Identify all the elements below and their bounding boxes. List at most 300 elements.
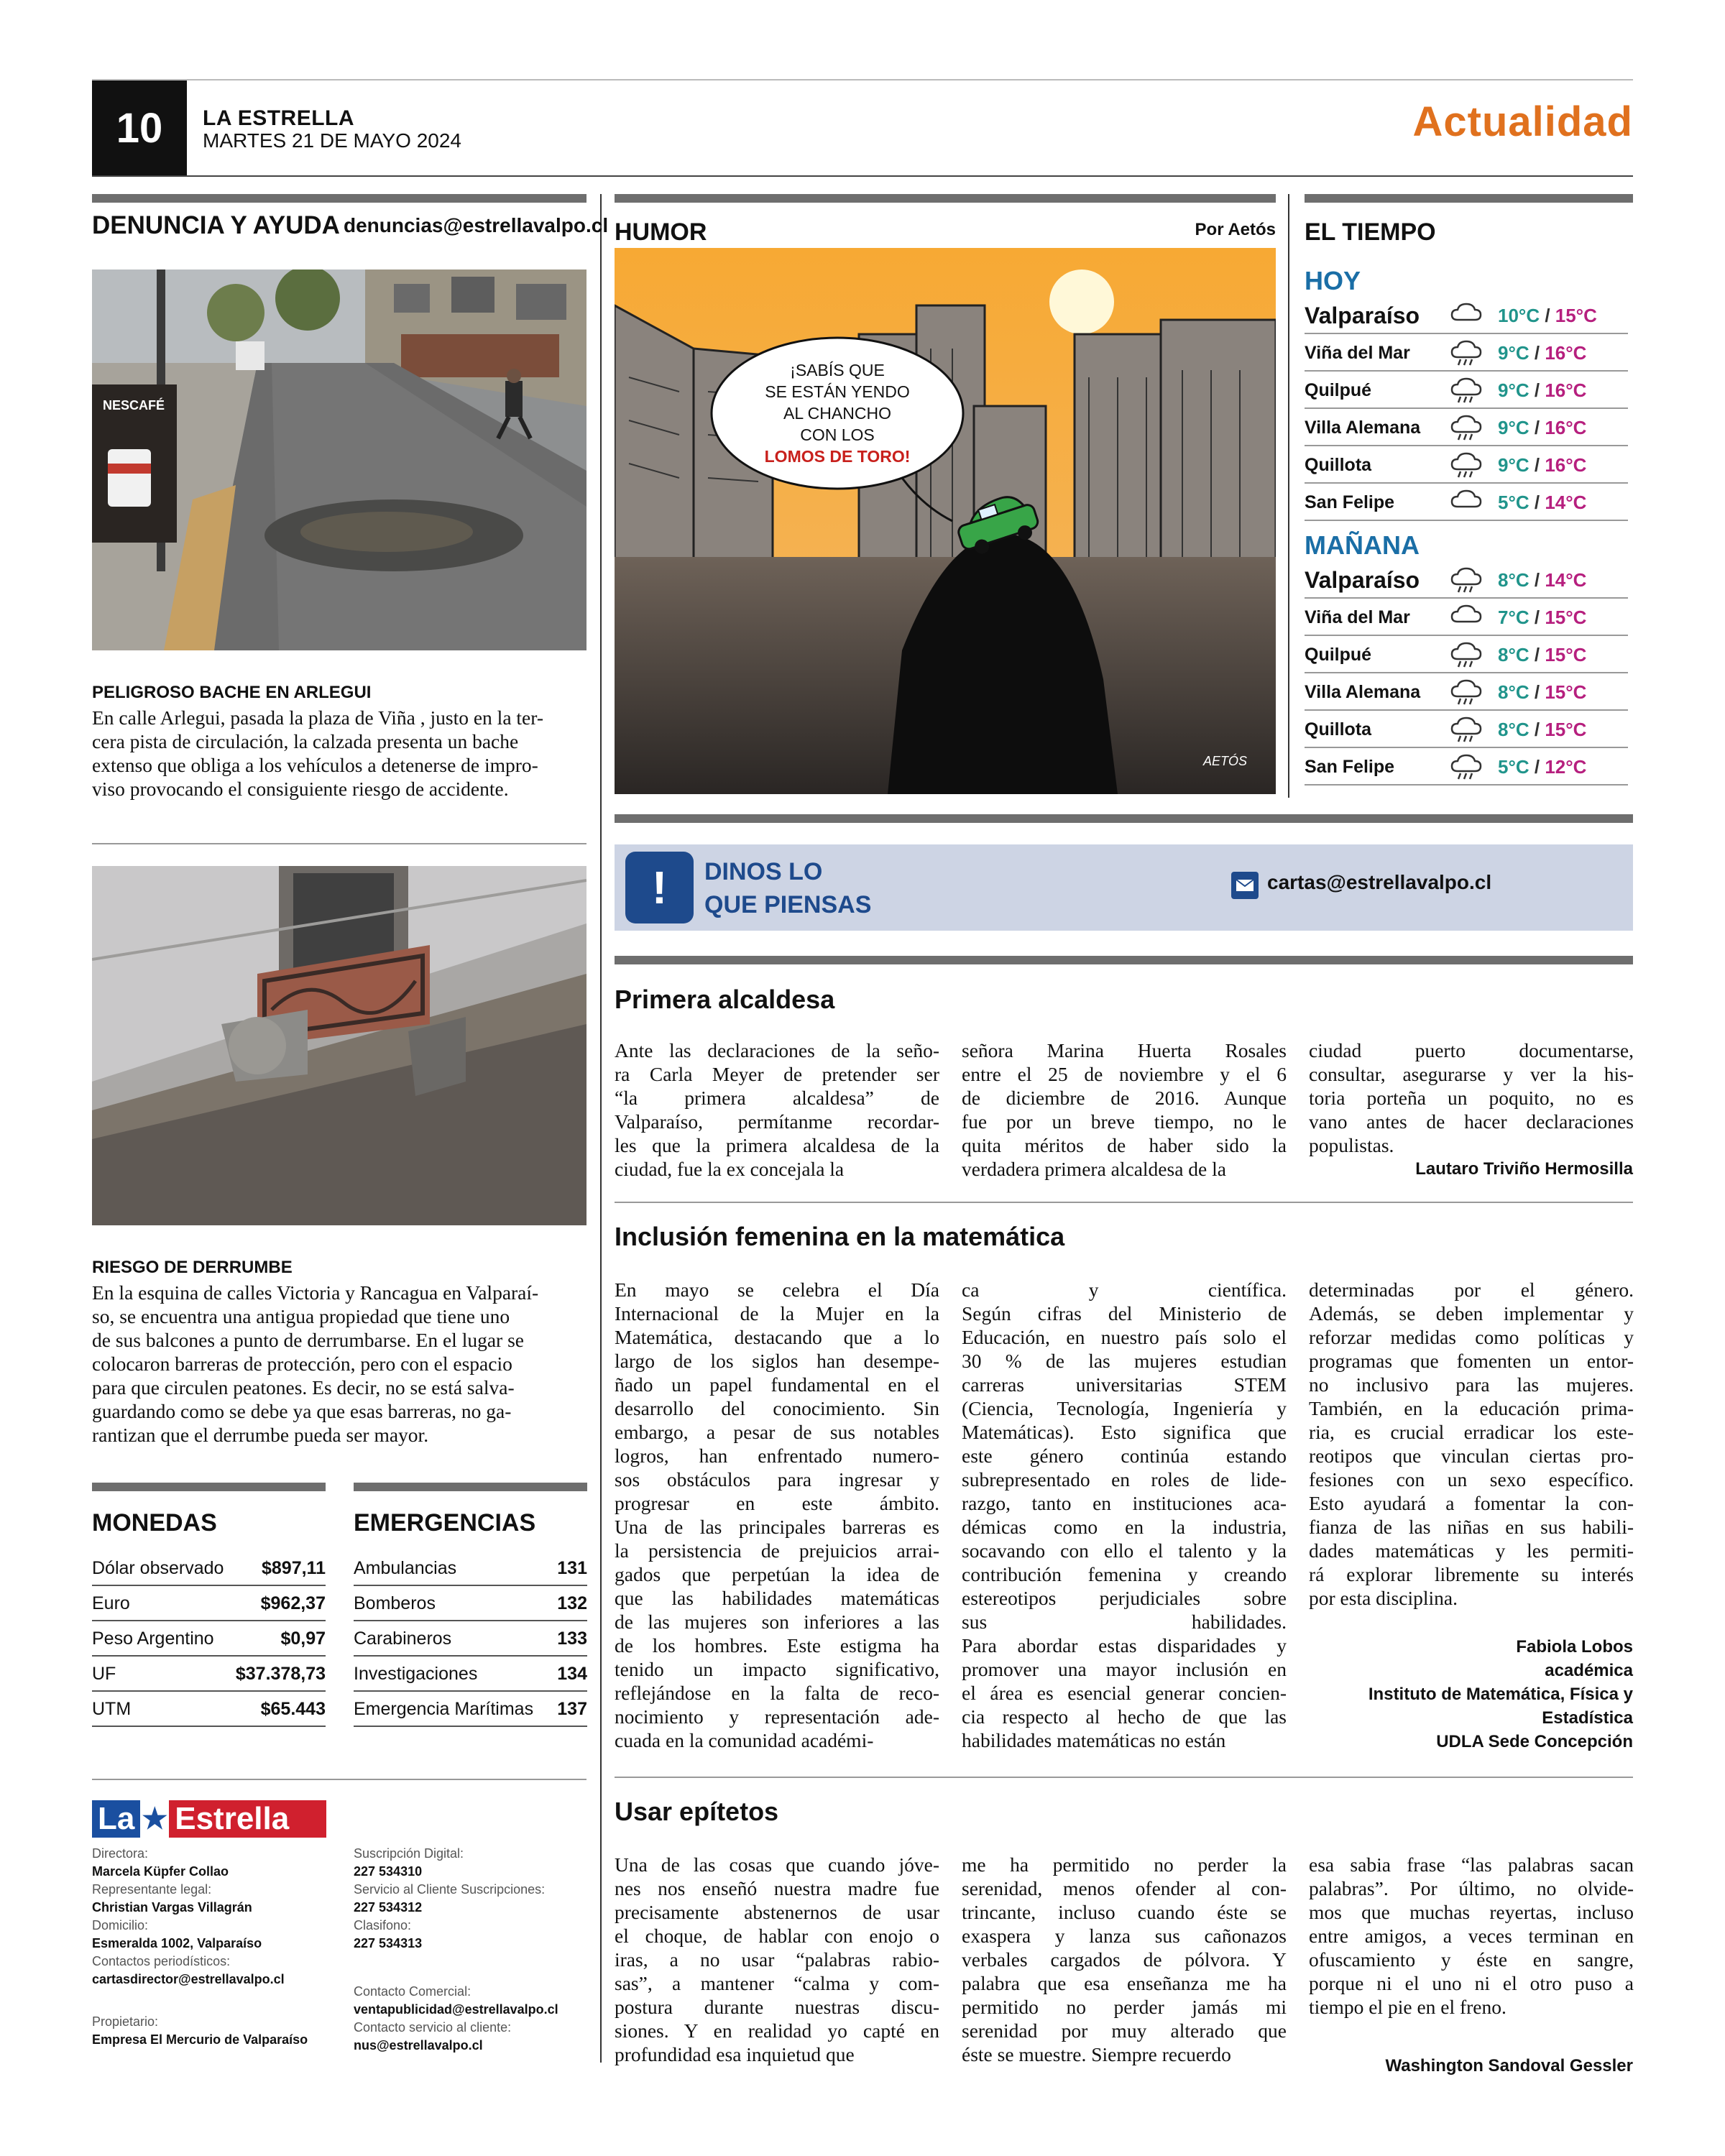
weather-row (1305, 750, 1628, 786)
divider (92, 1779, 586, 1780)
temp-min: 9°C (1498, 416, 1530, 438)
signature-line: UDLA Sede Concepción (1436, 1732, 1633, 1751)
monedas-table (92, 1552, 326, 1739)
text-line: Matemática, destacando que a lo (615, 1326, 939, 1348)
temp-min: 8°C (1498, 568, 1530, 591)
text-line: embargo, a pesar de sus notables (615, 1421, 939, 1443)
weather-city: Valparaíso (1305, 566, 1420, 593)
temp-max: 15°C (1545, 718, 1587, 740)
text-line: populistas. (1309, 1134, 1394, 1156)
temp-separator: / (1529, 718, 1545, 740)
weather-temperature (1498, 607, 1586, 629)
temp-separator: / (1540, 304, 1555, 326)
weather-row (1305, 675, 1628, 711)
rain-cloud-icon (1445, 566, 1488, 594)
text-line: largo de los siglos han desempe- (615, 1350, 939, 1372)
temp-min: 9°C (1498, 341, 1530, 364)
text-line: palabra que esa enseñanza me ha (962, 1972, 1287, 1994)
text-line: contribución femenina y creando (962, 1563, 1287, 1585)
publication-date: MARTES 21 DE MAYO 2024 (203, 129, 461, 152)
text-line: determinadas por el género. (1309, 1279, 1634, 1301)
text-line: socavando con ello el talento y la (962, 1539, 1287, 1562)
temp-max: 16°C (1545, 379, 1587, 401)
weather-temperature (1498, 644, 1586, 666)
bubble-line: CON LOS (800, 425, 875, 444)
divider (92, 843, 586, 844)
text-line: cera pista de circulación, la calzada presenta un bache (92, 730, 519, 752)
text-line: entre amigos, a veces terminan en (1309, 1925, 1634, 1947)
text-line: También, en la educación prima- (1309, 1397, 1634, 1419)
text-line: démicas como en la industria, (962, 1516, 1287, 1538)
temp-separator: / (1529, 568, 1545, 591)
text-line: so, se encuentra una antigua propiedad que tiene uno (92, 1305, 510, 1327)
logo-la: La (92, 1800, 140, 1838)
letter-column (1309, 1853, 1634, 2019)
denuncia-email[interactable]: denuncias@estrellavalpo.cl (344, 214, 609, 236)
text-line: reotipos que vinculan ciertas pro- (1309, 1445, 1634, 1467)
text-line: Educación, en nuestro país solo el (962, 1326, 1287, 1348)
text-line: de diciembre de 2016. Aunque (962, 1087, 1287, 1109)
temp-min: 5°C (1498, 491, 1530, 513)
weather-temperature (1498, 681, 1586, 704)
bubble-line: SE ESTÁN YENDO (765, 382, 910, 401)
letter3-signature (1308, 2054, 1633, 2078)
temp-min: 10°C (1498, 304, 1540, 326)
colophon-label: Contactos periodísticos: (92, 1954, 231, 1968)
text-line: desarrollo del conocimiento. Sin (615, 1397, 939, 1419)
text-line: Esto ayudará a fomentar la con- (1309, 1492, 1634, 1514)
phone-number: 134 (557, 1664, 587, 1684)
divider (615, 1202, 1633, 1203)
text-line: ñado un papel fundamental en el (615, 1373, 939, 1396)
signature-line: académica (1545, 1661, 1633, 1680)
letter-column (615, 1038, 939, 1181)
temp-max: 15°C (1555, 304, 1597, 326)
temp-min: 9°C (1498, 379, 1530, 401)
text-line: En la esquina de calles Victoria y Rancagua en Valparaí- (92, 1281, 539, 1304)
text-line: me ha permitido no perder la (962, 1853, 1287, 1876)
weather-row (1305, 600, 1628, 636)
weather-city: San Felipe (1305, 492, 1395, 512)
text-line: ciudad, fue la ex concejala la (615, 1158, 845, 1180)
text-line: promover una mayor inclusión en (962, 1658, 1287, 1680)
text-line: logros, han enfrentado numero- (615, 1445, 939, 1467)
colophon-value: Christian Vargas Villagrán (92, 1900, 252, 1915)
text-line: la persistencia de prejuicios arrai- (615, 1539, 939, 1562)
exclamation-icon: ! (625, 852, 694, 923)
weather-temperature (1498, 417, 1586, 439)
table-row (354, 1658, 587, 1692)
phone-number: 137 (557, 1699, 587, 1719)
colophon-value[interactable]: nus@estrellavalpo.cl (354, 2038, 483, 2053)
rain-cloud-icon (1445, 715, 1488, 744)
temp-max: 16°C (1545, 416, 1587, 438)
text-line: ciudad puerto documentarse, (1309, 1039, 1634, 1061)
text-line: subrepresentado en roles de lide- (962, 1468, 1287, 1491)
temp-min: 5°C (1498, 755, 1530, 778)
letter-column (962, 1278, 1287, 1752)
signature-line: Estadística (1542, 1708, 1633, 1728)
denuncia-item2-body (92, 1281, 588, 1447)
weather-row (1305, 637, 1628, 673)
text-line: extenso que obliga a los vehículos a detenerse de impro- (92, 754, 538, 776)
divider (615, 1777, 1633, 1778)
currency-label: UF (92, 1664, 116, 1684)
signature-line: Instituto de Matemática, Física y (1368, 1685, 1633, 1704)
section-bar (92, 1483, 326, 1491)
weather-city: Viña del Mar (1305, 607, 1410, 627)
text-line: reflejándose en la falta de reco- (615, 1682, 939, 1704)
text-line: les que la primera alcaldesa de la (615, 1134, 939, 1156)
temp-max: 12°C (1545, 755, 1587, 778)
colophon-label: Directora: (92, 1846, 149, 1861)
service-label: Emergencia Marítimas (354, 1699, 534, 1719)
text-line: porque ni el uno ni el otro puso a (1309, 1972, 1634, 1994)
la-estrella-logo (92, 1800, 326, 1838)
text-line: En calle Arlegui, pasada la plaza de Viña , justo en la ter- (92, 706, 544, 729)
text-line: sos obstáculos para ingresar y (615, 1468, 939, 1491)
cloud-icon (1445, 488, 1488, 517)
text-line: colocaron barreras de protección, pero con el espacio (92, 1353, 512, 1375)
text-line: ofuscamiento y éste en sangre, (1309, 1948, 1634, 1971)
temp-max: 14°C (1545, 491, 1587, 513)
table-row (354, 1693, 587, 1727)
text-line: de sus balcones a punto de derrumbarse. En el lugar se (92, 1329, 524, 1351)
weather-temperature (1498, 569, 1586, 591)
colophon-value: 227 534310 (354, 1864, 423, 1879)
text-line: de las mujeres son inferiores a las (615, 1611, 939, 1633)
rain-cloud-icon (1445, 752, 1488, 781)
text-line: Una de las cosas que cuando jóve- (615, 1853, 939, 1876)
text-line: nocimiento y representación ade- (615, 1705, 939, 1728)
text-line: carreras universitarias STEM (962, 1373, 1287, 1396)
weather-city: Quillota (1305, 719, 1372, 740)
table-row (354, 1588, 587, 1621)
weather-hoy-list (1305, 298, 1628, 522)
text-line: mos que muchas reyertas, incluso (1309, 1901, 1634, 1923)
rain-cloud-icon (1445, 338, 1488, 367)
temp-max: 15°C (1545, 643, 1587, 665)
dinos-title-line: DINOS LO (704, 858, 823, 885)
text-line: Una de las principales barreras es (615, 1516, 939, 1538)
text-line: nes nos enseñó nuestra madre fue (615, 1877, 939, 1899)
table-row (354, 1623, 587, 1657)
weather-row (1305, 373, 1628, 409)
section-bar (615, 814, 1633, 823)
temp-min: 8°C (1498, 643, 1530, 665)
text-line: rá explorar libremente su interés (1309, 1563, 1634, 1585)
temp-max: 14°C (1545, 568, 1587, 591)
weather-city: San Felipe (1305, 756, 1395, 777)
denuncia-item2-headline: RIESGO DE DERRUMBE (92, 1258, 293, 1277)
envelope-icon (1231, 872, 1259, 899)
letter-column (962, 1853, 1287, 2066)
colophon-label: Clasifono: (354, 1918, 412, 1932)
currency-label: UTM (92, 1699, 132, 1719)
cartoonist-signature: AETÓS (1202, 754, 1247, 768)
colophon-left (92, 1845, 336, 2049)
table-row (92, 1623, 326, 1657)
temp-min: 8°C (1498, 681, 1530, 703)
temp-separator: / (1529, 491, 1545, 513)
weather-row (1305, 712, 1628, 748)
currency-value: $37.378,73 (235, 1664, 326, 1684)
temp-separator: / (1529, 643, 1545, 665)
rain-cloud-icon (1445, 678, 1488, 706)
humor-title: HUMOR (615, 218, 707, 246)
table-row (354, 1552, 587, 1586)
temp-separator: / (1529, 606, 1545, 628)
text-line: verdadera primera alcaldesa de la (962, 1158, 1226, 1180)
letter-column (615, 1278, 939, 1752)
weather-row (1305, 410, 1628, 446)
text-line: quita méritos de haber sido la (962, 1134, 1287, 1156)
weather-row (1305, 298, 1628, 334)
weather-temperature (1498, 454, 1586, 476)
weather-temperature (1498, 492, 1586, 514)
colophon-label: Contacto servicio al cliente: (354, 2020, 512, 2035)
colophon-right (354, 1845, 591, 2055)
temp-max: 16°C (1545, 341, 1587, 364)
colophon-label: Domicilio: (92, 1918, 149, 1932)
weather-row (1305, 336, 1628, 372)
temp-separator: / (1529, 341, 1545, 364)
text-line: viso provocando el consiguiente riesgo de accidente. (92, 778, 509, 800)
text-line: Ante las declaraciones de la seño- (615, 1039, 939, 1061)
text-line: exaspera y lanza sus cañonazos (962, 1925, 1287, 1947)
text-line: cuada en la comunidad académi- (615, 1729, 874, 1751)
text-line: postura durante nuestras discu- (615, 1996, 939, 2018)
text-line: que las habilidades matemáticas (615, 1587, 939, 1609)
text-line: “la primera alcaldesa” de (615, 1087, 939, 1109)
text-line: esa sabia frase “las palabras sacan (1309, 1853, 1634, 1876)
text-line: gados que perpetúan la idea de (615, 1563, 939, 1585)
cartas-email[interactable]: cartas@estrellavalpo.cl (1267, 871, 1492, 893)
text-line: guardando como se debe ya que esas barreras, no ga- (92, 1400, 512, 1422)
rain-cloud-icon (1445, 451, 1488, 479)
text-line: 30 % de las mujeres estudian (962, 1350, 1287, 1372)
text-line: tenido un impacto significativo, (615, 1658, 939, 1680)
text-line: sus habilidades. (962, 1611, 1287, 1633)
text-line: ria, es crucial erradicar los este- (1309, 1421, 1634, 1443)
rain-cloud-icon (1445, 413, 1488, 442)
service-label: Bomberos (354, 1593, 436, 1613)
text-line: Además, se deben implementar y (1309, 1302, 1634, 1325)
temp-separator: / (1529, 453, 1545, 476)
text-line: reforzar medidas como políticas y (1309, 1326, 1634, 1348)
signature-line: Lautaro Triviño Hermosilla (1415, 1159, 1633, 1179)
humor-byline: Por Aetós (1195, 220, 1276, 239)
text-line: Internacional de la Mujer en la (615, 1302, 939, 1325)
bubble-line: ¡SABÍS QUE (790, 361, 885, 379)
phone-number: 133 (557, 1628, 587, 1649)
temp-separator: / (1529, 755, 1545, 778)
text-line: Para abordar estas disparidades y (962, 1634, 1287, 1657)
temp-separator: / (1529, 416, 1545, 438)
table-row (92, 1658, 326, 1692)
temp-min: 9°C (1498, 453, 1530, 476)
section-bar (1305, 194, 1633, 203)
cloud-icon (1445, 603, 1488, 632)
text-line: cia respecto al hecho de que las (962, 1705, 1287, 1728)
colophon-value: Marcela Küpfer Collao (92, 1864, 229, 1879)
humor-cartoon (615, 248, 1276, 794)
street-pothole-photo (92, 270, 586, 650)
bubble-red-line: LOMOS DE TORO! (764, 447, 911, 466)
nescafe-sign-text: NESCAFÉ (102, 398, 165, 413)
text-line: estereotipos perjudiciales sobre (962, 1587, 1287, 1609)
text-line: no inclusivo para las mujeres. (1309, 1373, 1634, 1396)
text-line: (Ciencia, Tecnología, Ingeniería y (962, 1397, 1287, 1419)
weather-temperature (1498, 305, 1597, 327)
colophon-value: Empresa El Mercurio de Valparaíso (92, 2032, 308, 2047)
service-label: Investigaciones (354, 1664, 478, 1684)
weather-temperature (1498, 379, 1586, 402)
currency-value: $0,97 (280, 1628, 326, 1649)
text-line: dades matemáticas y les permiti- (1309, 1539, 1634, 1562)
section-bar (615, 956, 1633, 964)
temp-min: 7°C (1498, 606, 1530, 628)
top-rule (92, 79, 1633, 80)
text-line: trincante, incluso cuando éste se (962, 1901, 1287, 1923)
text-line: este género continúa estando (962, 1445, 1287, 1467)
text-line: vano antes de hacer declaraciones (1309, 1110, 1634, 1133)
text-line: señora Marina Huerta Rosales (962, 1039, 1287, 1061)
colophon-value: 227 534313 (354, 1936, 423, 1950)
text-line: fianza de las niñas en sus habili- (1309, 1516, 1634, 1538)
temp-max: 16°C (1545, 453, 1587, 476)
text-line: serenidad, menos ofender al con- (962, 1877, 1287, 1899)
text-line: verbales cargados de pólvora. Y (962, 1948, 1287, 1971)
temp-min: 8°C (1498, 718, 1530, 740)
text-line: por esta disciplina. (1309, 1587, 1458, 1609)
text-line: fesiones con un sexo específico. (1309, 1468, 1634, 1491)
section-bar (92, 194, 586, 203)
denuncia-title: DENUNCIA Y AYUDA (92, 211, 340, 239)
emergencias-table (354, 1552, 587, 1739)
weather-temperature (1498, 342, 1586, 364)
text-line: toria porteña un poquito, no es (1309, 1087, 1634, 1109)
text-line: serenidad por muy alterado que (962, 2019, 1287, 2042)
text-line: para que circulen peatones. Es decir, no se está salva- (92, 1376, 515, 1399)
weather-manana-list (1305, 563, 1628, 787)
signature-line: Washington Sandoval Gessler (1385, 2056, 1633, 2076)
text-line: rantizan que el derrumbe pueda ser mayor. (92, 1424, 429, 1446)
colophon-value[interactable]: cartasdirector@estrellavalpo.cl (92, 1972, 285, 1986)
service-label: Carabineros (354, 1628, 452, 1649)
publication-name: LA ESTRELLA (203, 106, 355, 130)
text-line: ca y científica. (962, 1279, 1287, 1301)
cloud-icon (1445, 301, 1488, 330)
text-line: profundidad esa inquietud que (615, 2043, 855, 2065)
dinos-title (704, 855, 871, 921)
letter3-title: Usar epítetos (615, 1797, 779, 1826)
colophon-value: Esmeralda 1002, Valparaíso (92, 1936, 262, 1950)
table-row (92, 1588, 326, 1621)
currency-label: Dólar observado (92, 1558, 224, 1578)
table-row (92, 1693, 326, 1727)
masthead-rule (92, 175, 1633, 177)
phone-number: 131 (557, 1558, 587, 1578)
star-icon: ★ (142, 1803, 168, 1835)
temp-max: 15°C (1545, 606, 1587, 628)
text-line: el choque, de hablar con enojo o (615, 1925, 939, 1947)
text-line: habilidades matemáticas no están (962, 1729, 1226, 1751)
weather-city: Viña del Mar (1305, 342, 1410, 363)
balcony-photo (92, 866, 586, 1225)
text-line: precisamente abstenernos de usar (615, 1901, 939, 1923)
section-bar (615, 194, 1276, 203)
colophon-value[interactable]: ventapublicidad@estrellavalpo.cl (354, 2002, 558, 2017)
text-line: palabras”. Por último, no olvide- (1309, 1877, 1634, 1899)
text-line: éste se muestre. Siempre recuerdo (962, 2043, 1231, 2065)
weather-city: Quilpué (1305, 644, 1372, 665)
text-line: iras, a no usar “palabras rabio- (615, 1948, 939, 1971)
text-line: razgo, tanto en instituciones aca- (962, 1492, 1287, 1514)
page-number: 10 (92, 80, 187, 175)
letter-column (1309, 1278, 1634, 1610)
monedas-title: MONEDAS (92, 1509, 217, 1537)
weather-manana-label: MAÑANA (1305, 530, 1420, 560)
text-line: de los hombres. Este estigma ha (615, 1634, 939, 1657)
currency-value: $962,37 (260, 1593, 326, 1613)
text-line: En mayo se celebra el Día (615, 1279, 939, 1301)
temp-separator: / (1529, 379, 1545, 401)
phone-number: 132 (557, 1593, 587, 1613)
weather-city: Villa Alemana (1305, 417, 1421, 438)
weather-city: Quillota (1305, 454, 1372, 475)
text-line: ra Carla Meyer de pretender ser (615, 1063, 939, 1085)
weather-city: Villa Alemana (1305, 681, 1421, 702)
text-line: consultar, asegurarse y ver la his- (1309, 1063, 1634, 1085)
bubble-line: AL CHANCHO (783, 404, 891, 423)
table-row (92, 1552, 326, 1586)
text-line: tiempo el pie en el freno. (1309, 1996, 1506, 2018)
logo-estrella: Estrella (169, 1800, 326, 1838)
text-line: siones. Y en realidad yo capté en (615, 2019, 939, 2042)
text-line: Valparaíso, permítanme recordar- (615, 1110, 939, 1133)
weather-row (1305, 563, 1628, 599)
letter-column (962, 1038, 1287, 1181)
dinos-title-line: QUE PIENSAS (704, 891, 872, 918)
colophon-label: Representante legal: (92, 1882, 212, 1897)
weather-temperature (1498, 719, 1586, 741)
text-line: Matemáticas). Esto significa que (962, 1421, 1287, 1443)
letter-column (1309, 1038, 1634, 1157)
weather-row (1305, 448, 1628, 484)
tiempo-title: EL TIEMPO (1305, 218, 1436, 246)
denuncia-item1-headline: PELIGROSO BACHE EN ARLEGUI (92, 683, 372, 702)
currency-label: Euro (92, 1593, 130, 1613)
text-line: sas”, a mantener “calma y com- (615, 1972, 939, 1994)
currency-value: $897,11 (262, 1558, 326, 1578)
service-label: Ambulancias (354, 1558, 457, 1578)
text-line: Según cifras del Ministerio de (962, 1302, 1287, 1325)
column-divider (1288, 194, 1289, 798)
temp-separator: / (1529, 681, 1545, 703)
colophon-label: Contacto Comercial: (354, 1984, 472, 1999)
temp-max: 15°C (1545, 681, 1587, 703)
weather-city: Valparaíso (1305, 302, 1420, 328)
currency-value: $65.443 (260, 1699, 326, 1719)
letter1-title: Primera alcaldesa (615, 985, 835, 1014)
weather-row (1305, 485, 1628, 521)
section-title: Actualidad (1412, 98, 1633, 145)
weather-temperature (1498, 756, 1586, 778)
text-line: programas que fomenten un entor- (1309, 1350, 1634, 1372)
denuncia-item1-body (92, 706, 588, 801)
rain-cloud-icon (1445, 376, 1488, 405)
